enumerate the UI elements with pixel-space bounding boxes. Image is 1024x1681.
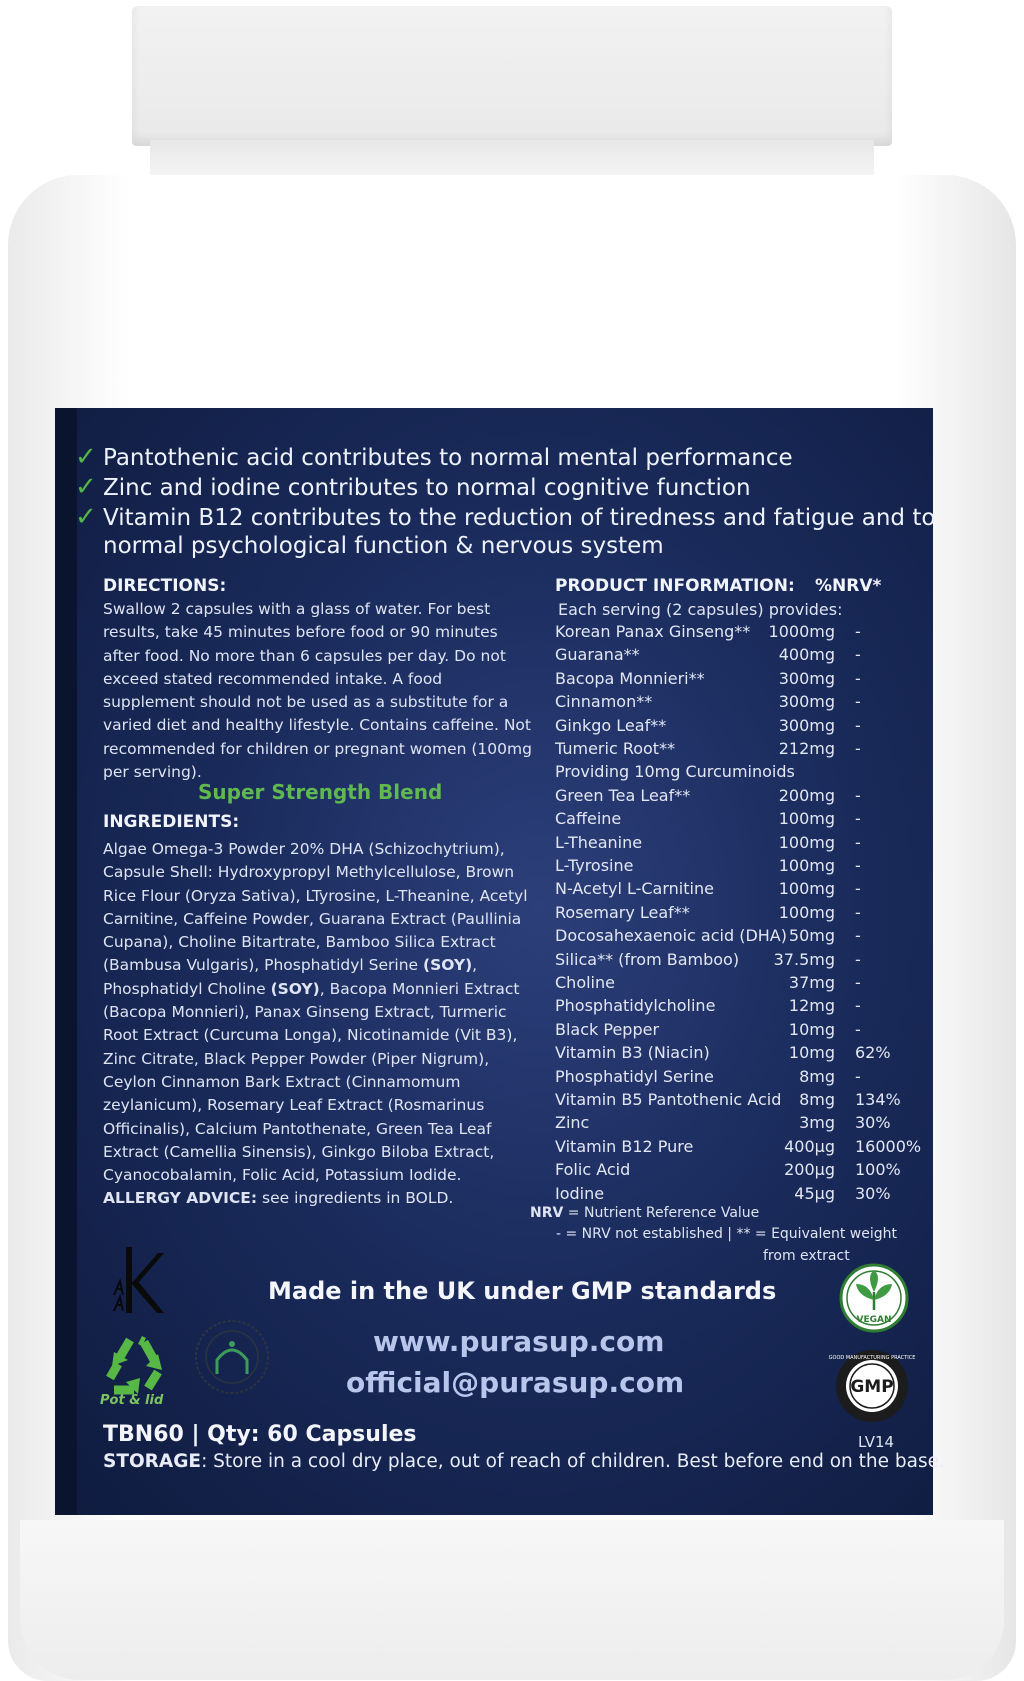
nutrient-amount: 100mg: [778, 902, 835, 922]
gmp-badge-text: GMP: [850, 1377, 894, 1397]
nutrient-nrv: -: [855, 902, 861, 922]
benefit-line: [103, 533, 664, 559]
nutrient-name: Vitamin B12 Pure: [555, 1136, 694, 1156]
nutrient-name: Vitamin B5 Pantothenic Acid: [555, 1090, 782, 1109]
ingredients-line: Officinalis), Calcium Pantothenate, Green Tea Leaf: [103, 1119, 492, 1138]
brand-k-logo-icon: [112, 1247, 164, 1313]
nutrient-nrv: 134%: [855, 1090, 901, 1109]
nutrient-amount: 100mg: [778, 856, 835, 875]
directions-line: per serving).: [103, 763, 202, 782]
nutrient-name: Korean Panax Ginseng**: [555, 622, 751, 641]
nutrient-row: [555, 973, 915, 996]
allergy-text: see ingredients in BOLD.: [262, 1189, 454, 1207]
nutrient-name: Bacopa Monnieri**: [555, 668, 705, 688]
nrv-note: [530, 1205, 759, 1221]
directions-line: results, take 45 minutes before food or 90 minutes: [103, 623, 498, 642]
nutrient-name: Green Tea Leaf**: [555, 785, 691, 805]
nutrient-amount: 10mg: [788, 1043, 835, 1063]
nutrient-row: [555, 1160, 915, 1183]
nutrient-row: [555, 809, 915, 832]
nrv-note-label: NRV: [530, 1205, 564, 1221]
nutrient-amount: 3mg: [799, 1113, 835, 1133]
allergy-label: ALLERGY ADVICE:: [103, 1189, 258, 1207]
bottle-base: [20, 1520, 1004, 1680]
gmp-badge-icon: [828, 1347, 916, 1425]
nutrient-nrv: -: [855, 1019, 861, 1039]
ingredients-heading: INGREDIENTS:: [103, 812, 240, 832]
made-in-uk: Made in the UK under GMP standards: [268, 1277, 777, 1305]
directions-line: Swallow 2 capsules with a glass of water. For best: [103, 600, 491, 618]
nutrient-nrv: -: [855, 809, 861, 829]
nutrient-amount: 400mg: [778, 645, 835, 665]
ingredients-line: Cyanocobalamin, Folic Acid, Potassium Iodide.: [103, 1166, 462, 1185]
check-icon: ✓: [75, 472, 97, 502]
nutrient-name: Silica** (from Bamboo): [555, 949, 740, 969]
directions-text: [103, 598, 543, 784]
nutrient-row: [555, 622, 915, 645]
storage-label: STORAGE: [103, 1451, 202, 1472]
blend-title: Super Strength Blend: [198, 780, 443, 804]
nutrient-row: [555, 739, 915, 762]
product-quantity: TBN60 | Qty: 60 Capsules: [103, 1422, 417, 1447]
nutrient-row: [555, 1184, 915, 1207]
nutrient-amount: 100mg: [778, 879, 835, 899]
nutrient-nrv: -: [855, 832, 861, 852]
nutrient-name: Docosahexaenoic acid (DHA): [555, 926, 787, 946]
directions-line: varied diet and healthy lifestyle. Contains caffeine. Not: [103, 716, 531, 735]
nutrient-nrv: -: [855, 1066, 861, 1086]
nutrient-name: L-Tyrosine: [555, 856, 634, 875]
nutrient-nrv: 100%: [855, 1160, 901, 1180]
nutrient-row: [555, 692, 915, 715]
serving-text: Each serving (2 capsules) provides:: [558, 600, 843, 619]
allergy-advice: [103, 1187, 453, 1210]
ingredients-line: Algae Omega-3 Powder 20% DHA (Schizochytrium),: [103, 840, 505, 858]
nutrient-nrv: -: [855, 739, 861, 758]
nutrient-amount: 37mg: [788, 973, 835, 992]
nutrient-row: [555, 1136, 922, 1160]
label-edge-strip: [55, 408, 77, 1515]
benefit-line: [75, 502, 935, 532]
nutrient-name: Folic Acid: [555, 1160, 631, 1180]
nutrient-nrv: 16000%: [855, 1136, 922, 1156]
nutrient-amount: 100mg: [778, 832, 835, 852]
nutrient-nrv: 62%: [855, 1043, 891, 1063]
nutrient-nrv: -: [855, 926, 861, 946]
vegan-badge-text: VEGAN: [856, 1315, 892, 1325]
bottle-neck: [150, 140, 874, 180]
nutrient-nrv: -: [855, 622, 861, 641]
nutrient-nrv: -: [855, 692, 861, 712]
check-icon: ✓: [75, 502, 97, 532]
nutrient-name: N-Acetyl L-Carnitine: [555, 879, 714, 899]
nutrient-nrv: 30%: [855, 1113, 891, 1133]
nutrient-row: [555, 762, 915, 785]
directions-line: recommended for children or pregnant women (100mg: [103, 739, 532, 758]
nutrient-amount: 100mg: [778, 809, 835, 829]
nutrient-nrv: -: [855, 668, 861, 688]
nutrient-row: [555, 926, 915, 949]
nutrient-row: [555, 996, 915, 1019]
nutrient-amount: 8mg: [799, 1066, 835, 1086]
nutrient-name: Rosemary Leaf**: [555, 902, 690, 922]
bottle-cap: [132, 6, 892, 146]
nutrient-amount: 1000mg: [768, 622, 835, 641]
nutrient-amount: 300mg: [778, 715, 835, 735]
nutrient-row: [555, 879, 915, 902]
nutrient-nrv: -: [855, 949, 861, 969]
nutrient-name: Guarana**: [555, 645, 640, 665]
nutrient-nrv: -: [855, 645, 861, 665]
nutrient-name: Phosphatidylcholine: [555, 996, 716, 1016]
nutrient-amount: 37.5mg: [773, 949, 835, 969]
nutrient-row: [555, 716, 915, 739]
vegan-badge-icon: [838, 1262, 910, 1334]
nutrient-row: [555, 669, 915, 692]
directions-line: after food. No more than 6 capsules per day. Do not: [103, 646, 506, 665]
nutrient-nrv: -: [855, 785, 861, 805]
ingredients-line: Zinc Citrate, Black Pepper Powder (Piper Nigrum),: [103, 1049, 490, 1068]
nutrient-row: [555, 950, 915, 973]
nutrient-name: Caffeine: [555, 809, 622, 829]
nutrient-name: Tumeric Root**: [555, 739, 676, 758]
nutrient-amount: 10mg: [788, 1019, 835, 1039]
email-link[interactable]: official@purasup.com: [346, 1366, 685, 1399]
ingredients-line: zeylanicum), Rosemary Leaf Extract (Rosmarinus: [103, 1096, 485, 1115]
nutrient-name: Providing 10mg Curcuminoids: [555, 762, 795, 782]
ingredients-line: (Bacopa Monnieri), Panax Ginseng Extract, Turmeric: [103, 1003, 507, 1022]
storage-text: : Store in a cool dry place, out of reach of children. Best before end on the base.: [201, 1451, 945, 1472]
nutrient-row: [555, 1020, 915, 1043]
nutrient-amount: 8mg: [799, 1090, 835, 1109]
benefit-text: Pantothenic acid contributes to normal mental performance: [103, 445, 793, 471]
nutrient-name: Vitamin B3 (Niacin): [555, 1043, 710, 1063]
nutrient-row: [555, 903, 915, 926]
nutrient-nrv: -: [855, 879, 861, 899]
ingredients-line: Carnitine, Caffeine Powder, Guarana Extract (Paullinia: [103, 909, 522, 928]
nutrient-row: [555, 1043, 915, 1066]
ingredients-line: (Bambusa Vulgaris), Phosphatidyl Serine (SOY),: [103, 956, 478, 975]
directions-line: supplement should not be used as a substitute for a: [103, 693, 509, 712]
nutrient-nrv: -: [855, 715, 861, 735]
gmp-ring-text: GOOD MANUFACTURING PRACTICE: [828, 1355, 916, 1361]
nutrient-name: Choline: [555, 973, 615, 992]
nutrient-name: Cinnamon**: [555, 692, 653, 712]
nutrient-amount: 45µg: [794, 1183, 835, 1203]
benefit-text: Zinc and iodine contributes to normal cognitive function: [103, 475, 751, 501]
benefit-line: [75, 442, 793, 472]
certification-seal-icon: [193, 1318, 271, 1396]
nutrient-amount: 50mg: [788, 926, 835, 946]
ingredients-line: Cupana), Choline Bitartrate, Bamboo Silica Extract: [103, 933, 496, 952]
website-link[interactable]: www.purasup.com: [373, 1325, 665, 1358]
nutrient-nrv: -: [855, 973, 861, 992]
nutrient-name: Black Pepper: [555, 1019, 660, 1039]
nutrient-amount: 400µg: [784, 1136, 835, 1156]
nutrient-amount: 200µg: [784, 1160, 835, 1180]
ingredients-line: Phosphatidyl Choline (SOY), Bacopa Monnieri Extract: [103, 979, 520, 998]
nutrient-row: [555, 833, 915, 856]
nutrient-row: [555, 1113, 915, 1136]
ingredients-line: Extract (Camellia Sinensis), Ginkgo Biloba Extract,: [103, 1142, 495, 1161]
recycle-label: Pot & lid: [100, 1393, 164, 1408]
nutrient-name: Zinc: [555, 1113, 590, 1133]
nutrient-row: [555, 645, 915, 668]
nutrient-row: [555, 1090, 915, 1113]
ingredients-line: Root Extract (Curcuma Longa), Nicotinamide (Vit B3),: [103, 1026, 518, 1045]
nutrient-nrv: 30%: [855, 1183, 891, 1203]
product-info-heading: PRODUCT INFORMATION:: [555, 576, 795, 596]
benefit-text: normal psychological function & nervous system: [103, 533, 664, 559]
nutrient-amount: 200mg: [778, 785, 835, 805]
nutrient-name: Iodine: [555, 1183, 605, 1203]
extract-note: from extract: [763, 1248, 850, 1264]
lot-code: LV14: [858, 1433, 895, 1451]
nutrient-name: Ginkgo Leaf**: [555, 715, 667, 735]
directions-line: exceed stated recommended intake. A food: [103, 669, 443, 688]
nutrient-amount: 300mg: [778, 692, 835, 712]
benefit-text: Vitamin B12 contributes to the reduction of tiredness and fatigue and to: [103, 505, 936, 531]
nutrient-name: L-Theanine: [555, 832, 643, 852]
nrv-heading: %NRV*: [815, 576, 882, 596]
recycle-icon: [100, 1330, 170, 1400]
check-icon: ✓: [75, 442, 97, 472]
nutrient-amount: 12mg: [788, 996, 835, 1016]
benefit-line: [75, 472, 751, 502]
ingredients-text: [103, 838, 553, 1187]
nutrient-nrv: -: [855, 996, 861, 1016]
nutrient-amount: 212mg: [778, 739, 835, 758]
nutrient-row: [555, 856, 915, 879]
ingredients-line: Capsule Shell: Hydroxypropyl Methylcellulose, Brown: [103, 863, 515, 882]
nutrient-amount: 300mg: [778, 668, 835, 688]
storage-instructions: [103, 1451, 945, 1472]
nutrient-name: Phosphatidyl Serine: [555, 1066, 714, 1086]
directions-heading: DIRECTIONS:: [103, 576, 227, 596]
ingredients-line: Ceylon Cinnamon Bark Extract (Cinnamomum: [103, 1072, 461, 1091]
dash-note: - = NRV not established | ** = Equivalent weight: [556, 1226, 897, 1242]
nutrient-row: [555, 1067, 915, 1090]
ingredients-line: Rice Flour (Oryza Sativa), LTyrosine, L-Theanine, Acetyl: [103, 886, 528, 905]
nutrient-nrv: -: [855, 856, 861, 875]
nutrient-row: [555, 786, 915, 809]
nrv-note-text: = Nutrient Reference Value: [567, 1205, 760, 1221]
